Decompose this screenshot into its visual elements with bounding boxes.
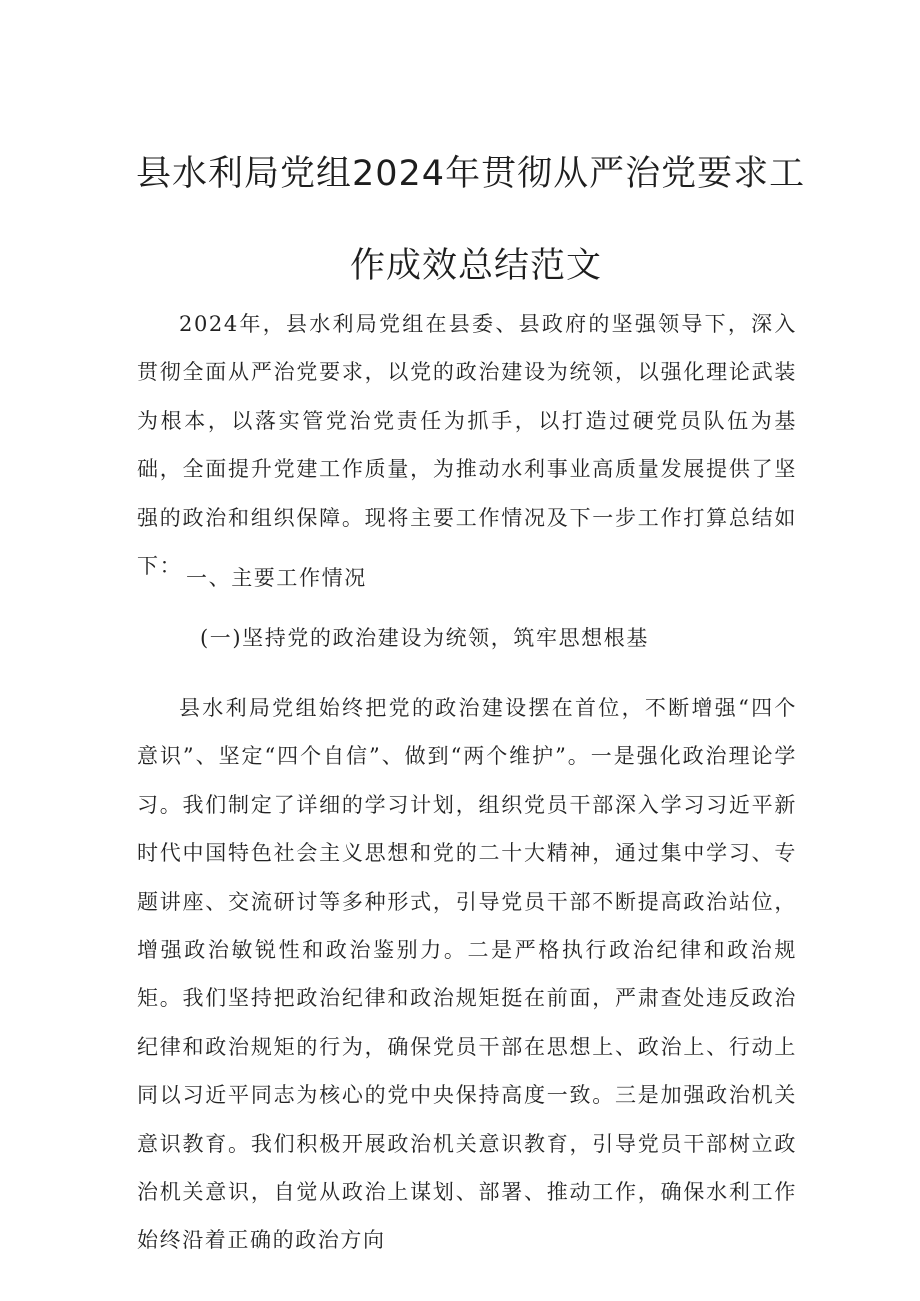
intro-paragraph: 2024年，县水利局党组在县委、县政府的坚强领导下，深入贯彻全面从严治党要求，以党的政治建设为统领，以强化理论武装为根本，以落实管党治党责任为抓手，以打造过硬党员队伍为基础，全面提升党建工作质量，为推动水利事业高质量发展提供了坚强的政治和组织保障。现将主要工作情况及下一步工作打算总结如下： [137,312,797,579]
section-heading: 一、主要工作情况 [186,566,367,590]
subsection-heading: (一)坚持党的政治建设为统领，筑牢思想根基 [200,626,649,650]
document-title-line-2: 作成效总结范文 [350,246,603,286]
subsection-paragraph: 县水利局党组始终把党的政治建设摆在首位，不断增强“四个意识”、坚定“四个自信”、做到“两个维护”。一是强化政治理论学习。我们制定了详细的学习计划，组织党员干部深入学习习近平新时代中国特色社会主义思想和党的二十大精神，通过集中学习、专题讲座、交流研讨等多种形式，引导党员干部不断提高政治站位，增强政治敏锐性和政治鉴别力。二是严格执行政治纪律和政治规矩。我们坚持把政治纪律和政治规矩挺在前面，严肃查处违反政治纪律和政治规矩的行为，确保党员干部在思想上、政治上、行动上同以习近平同志为核心的党中央保持高度一致。三是加强政治机关意识教育。我们积极开展政治机关意识教育，引导党员干部树立政治机关意识，自觉从政治上谋划、部署、推动工作，确保水利工作始终沿着正确的政治方向 [137,696,797,1253]
document-title-line-1: 县水利局党组2024年贯彻从严治党要求工 [136,154,806,194]
